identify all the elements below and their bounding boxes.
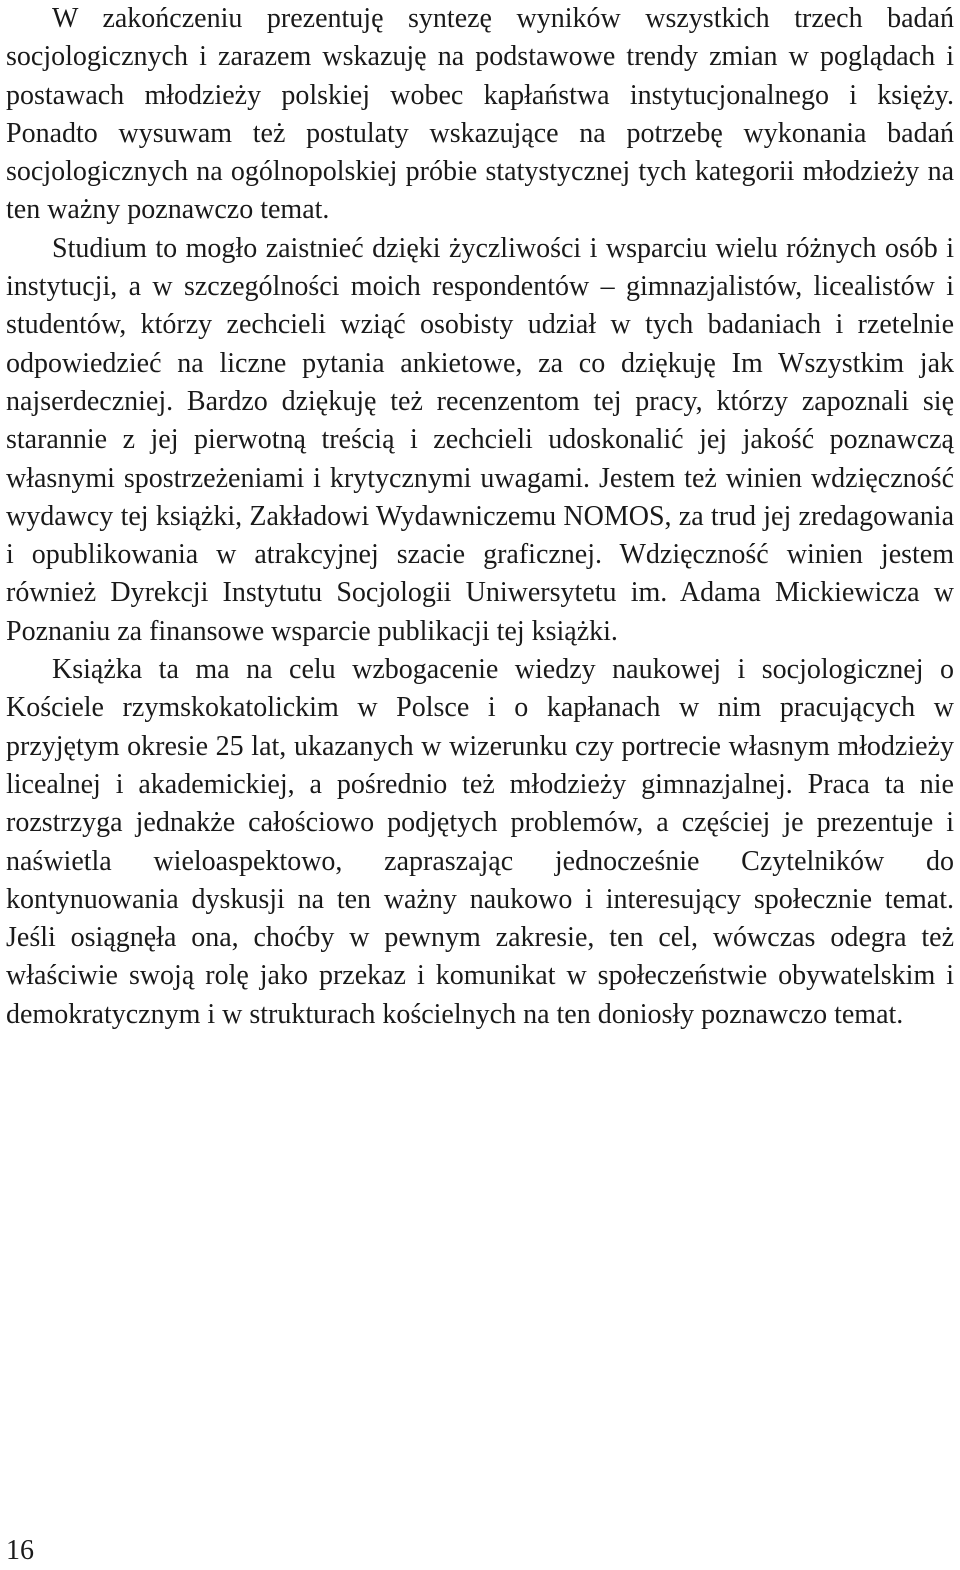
paragraph-conclusion-summary: W zakończeniu prezentuję syntezę wyników wszystkich trzech badań socjologicznych i zarazem wskazuję na podstawowe trendy zmian w poglądach i postawach młodzieży polskiej wobec kapłaństwa instytucjonalnego i księży. Ponadto wysuwam też postulaty wskazujące na potrzebę wykonania badań socjologicznych na ogólnopolskiej próbie statystycznej tych kategorii młodzieży na ten ważny poznawczo temat. — [6, 3, 954, 226]
page-number: 16 — [6, 1535, 34, 1566]
paragraph-book-purpose: Książka ta ma na celu wzbogacenie wiedzy naukowej i socjologicznej o Kościele rzymskokatolickim w Polsce i o kapłanach w nim pracujących w przyjętym okresie 25 lat, ukazanych w wizerunku czy portrecie własnym młodzieży licealnej i akademickiej, a pośrednio też młodzieży gimnazjalnej. Praca ta nie rozstrzyga jednakże całościowo podjętych problemów, a częściej je prezentuje i naświetla wieloaspektowo, zapraszając jednocześnie Czytelników do kontynuowania dyskusji na ten ważny naukowo i interesujący społecznie temat. Jeśli osiągnęła ona, choćby w pewnym zakresie, ten cel, wówczas odegra też właściwie swoją rolę jako przekaz i komunikat w społeczeństwie obywatelskim i demokratycznym i w strukturach kościelnych na ten doniosły poznawczo temat. — [6, 654, 954, 1030]
body-text — [6, 0, 954, 1034]
paragraph-acknowledgements: Studium to mogło zaistnieć dzięki życzliwości i wsparciu wielu różnych osób i instytucji, a w szczególności moich respondentów – gimnazjalistów, licealistów i studentów, którzy zechcieli wziąć osobisty udział w tych badaniach i rzetelnie odpowiedzieć na liczne pytania ankietowe, za co dziękuję Im Wszystkim jak najserdeczniej. Bardzo dziękuję też recenzentom tej pracy, którzy zapoznali się starannie z jej pierwotną treścią i zechcieli udoskonalić jej jakość poznawczą własnymi spostrzeżeniami i krytycznymi uwagami. Jestem też winien wdzięczność wydawcy tej książki, Zakładowi Wydawniczemu NOMOS, za trud jej zredagowania i opublikowania w atrakcyjnej szacie graficznej. Wdzięczność winien jestem również Dyrekcji Instytutu Socjologii Uniwersytetu im. Adama Mickiewicza w Poznaniu za finansowe wsparcie publikacji tej książki. — [6, 232, 954, 647]
